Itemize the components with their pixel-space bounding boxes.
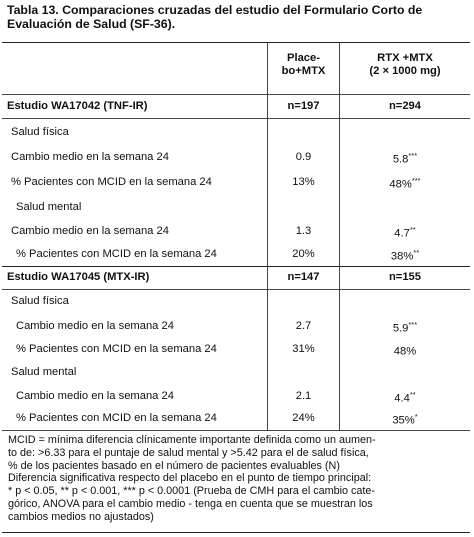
row-placebo-value: 13% (292, 176, 315, 188)
footnote-line: górico, ANOVA para el cambio medio - tenga en cuenta que se muestran los (8, 497, 373, 510)
significance-marker: ** (409, 225, 416, 234)
row-placebo-value: 0.9 (295, 151, 312, 163)
study-n-placebo: n=197 (287, 100, 320, 112)
footnote-line: * p < 0.05, ** p < 0.001, *** p < 0.0001 (Prueba de CMH para el cambio cate- (8, 485, 376, 498)
footnote-line: % de los pacientes basado en el número de pacientes evaluables (N) (8, 459, 340, 472)
row-placebo-value: 2.1 (295, 390, 312, 402)
row-rtx-value (340, 225, 470, 240)
footnote-rule (2, 430, 470, 431)
study-n-rtx: n=155 (388, 271, 422, 283)
header-rtx-line2: (2 × 1000 mg) (369, 65, 441, 77)
header-placebo-line2: bo+MTX (281, 65, 326, 77)
rtx-value: 35% (392, 414, 415, 427)
row-label: % Pacientes con MCID en la semana 24 (16, 412, 217, 424)
significance-marker: *** (411, 176, 421, 185)
header-placebo-line1: Place- (287, 52, 320, 64)
significance-marker: *** (408, 151, 418, 160)
rtx-value: 4.4 (394, 392, 410, 405)
rtx-value: 48% (389, 178, 412, 191)
row-label: % Pacientes con MCID en la semana 24 (16, 343, 217, 355)
footnotes (8, 434, 468, 524)
rtx-value: 5.8 (392, 153, 409, 166)
row-label: % Pacientes con MCID en la semana 24 (11, 176, 212, 188)
row-label: Cambio medio en la semana 24 (11, 151, 169, 163)
study-rule (2, 118, 470, 119)
section-label: Salud física (11, 295, 69, 307)
row-rtx-value (340, 151, 470, 166)
significance-marker: ** (409, 390, 416, 399)
row-rtx-value (340, 390, 470, 405)
row-placebo-value: 31% (292, 343, 315, 355)
row-label: Cambio medio en la semana 24 (11, 225, 169, 237)
study-n-rtx: n=294 (388, 100, 422, 112)
row-rtx-value (340, 412, 470, 427)
rtx-value: 5.9 (392, 322, 409, 335)
footnote-line: cambios medios no ajustados) (8, 510, 154, 523)
significance-marker: * (414, 412, 418, 421)
row-rtx-value (340, 343, 470, 358)
study-n-placebo: n=147 (287, 271, 320, 283)
row-label: % Pacientes con MCID en la semana 24 (16, 248, 217, 260)
header-placebo (268, 52, 339, 78)
section-label: Salud mental (11, 366, 77, 378)
header-rule (2, 94, 470, 95)
study-name: Estudio WA17042 (TNF-IR) (7, 100, 148, 112)
study-divider (2, 266, 470, 267)
rtx-value: 38% (390, 250, 414, 263)
row-label: Cambio medio en la semana 24 (16, 320, 174, 332)
table-title: Tabla 13. Comparaciones cruzadas del estudio del Formulario Corto de Evaluación de Salud (SF-36). (7, 3, 423, 31)
study-rule (2, 289, 470, 290)
rtx-value: 48% (393, 345, 417, 358)
section-label: Salud mental (16, 201, 82, 213)
footnote-line: to de: >6.33 para el puntaje de salud mental y >5.42 para el de salud física, (8, 446, 369, 459)
row-placebo-value: 24% (292, 412, 315, 424)
row-placebo-value: 1.3 (295, 225, 312, 237)
footnote-line: MCID = mínima diferencia clínicamente importante definida como un aumen- (8, 434, 376, 446)
footnote-line: Diferencia significativa respecto del placebo en el punto de tiempo principal: (8, 472, 372, 485)
row-rtx-value (340, 176, 470, 191)
row-rtx-value (340, 248, 470, 263)
header-rtx (340, 52, 470, 78)
header-rtx-line1: RTX +MTX (377, 52, 433, 64)
rtx-value: 4.7 (394, 227, 410, 240)
significance-marker: *** (408, 320, 418, 329)
row-rtx-value (340, 320, 470, 335)
study-name: Estudio WA17045 (MTX-IR) (7, 271, 150, 283)
row-placebo-value: 20% (292, 248, 315, 260)
significance-marker: ** (413, 248, 420, 257)
row-placebo-value: 2.7 (295, 320, 312, 332)
row-label: Cambio medio en la semana 24 (16, 390, 174, 402)
section-label: Salud física (11, 126, 69, 138)
